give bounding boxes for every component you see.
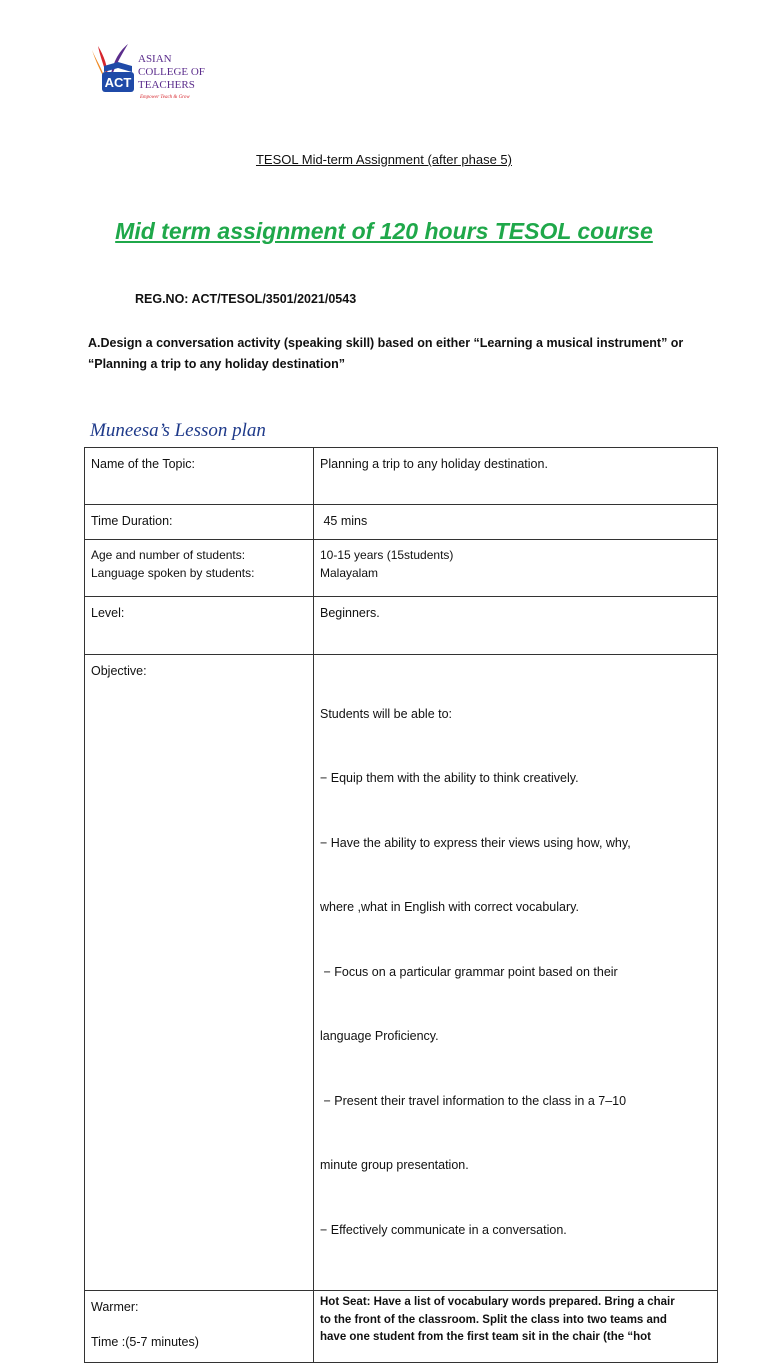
assignment-question — [88, 333, 728, 375]
logo-line3: TEACHERS — [138, 79, 195, 91]
duration-value: 45 mins — [314, 505, 718, 540]
table-row-objective — [85, 654, 718, 1291]
logo-line1: ASIAN — [138, 53, 172, 65]
duration-label: Time Duration: — [85, 505, 314, 540]
language-value: Malayalam — [320, 565, 379, 580]
age-value: 10-15 years (15students) — [320, 547, 454, 562]
act-logo — [88, 42, 228, 104]
registration-number: REG.NO: ACT/TESOL/3501/2021/0543 — [135, 292, 357, 306]
objective-line: language Proficiency. — [320, 1029, 439, 1043]
table-row-topic — [85, 448, 718, 505]
logo-tagline: Empower Teach & Grow — [140, 95, 190, 100]
table-row-duration — [85, 505, 718, 540]
table-row-students — [85, 539, 718, 596]
warmer-label: Warmer: — [91, 1300, 139, 1314]
page-title: Mid term assignment of 120 hours TESOL course — [115, 218, 653, 244]
question-line-2: “Planning a trip to any holiday destination” — [88, 357, 345, 371]
topic-label: Name of the Topic: — [85, 448, 314, 505]
objective-line: − Have the ability to express their views using how, why, — [320, 835, 631, 850]
level-value: Beginners. — [314, 596, 718, 654]
logo-badge-text: ACT — [104, 75, 132, 90]
warmer-line: have one student from the first team sit in the chair (the “hot — [320, 1331, 651, 1343]
warmer-value — [314, 1291, 718, 1363]
objective-line: Students will be able to: — [320, 706, 453, 721]
warmer-line: to the front of the classroom. Split the class into two teams and — [320, 1313, 667, 1326]
students-value-cell — [314, 539, 718, 596]
table-row-warmer — [85, 1291, 718, 1363]
warmer-label-cell — [85, 1291, 314, 1363]
logo-line2: COLLEGE OF — [138, 66, 205, 78]
objective-line: − Focus on a particular grammar point based on their — [320, 964, 618, 979]
objective-line: − Present their travel information to the class in a 7–10 — [320, 1093, 627, 1108]
objective-line: − Equip them with the ability to think creatively. — [320, 771, 579, 785]
language-label: Language spoken by students: — [91, 565, 255, 580]
level-label: Level: — [85, 596, 314, 654]
lesson-plan-title: Muneesa’s Lesson plan — [90, 420, 266, 441]
question-line-1: A.Design a conversation activity (speaking skill) based on either “Learning a musical instrument” or — [88, 336, 684, 350]
topic-value: Planning a trip to any holiday destination. — [314, 448, 718, 505]
table-row-level — [85, 596, 718, 654]
warmer-time: Time :(5-7 minutes) — [91, 1334, 199, 1349]
objective-label: Objective: — [85, 654, 314, 1291]
warmer-line: Hot Seat: Have a list of vocabulary words prepared. Bring a chair — [320, 1296, 675, 1308]
lesson-plan-table — [84, 447, 718, 1363]
assignment-subtitle: TESOL Mid-term Assignment (after phase 5) — [255, 152, 512, 167]
objective-line: where ,what in English with correct vocabulary. — [320, 900, 579, 914]
age-label: Age and number of students: — [91, 547, 246, 562]
objective-line: − Effectively communicate in a conversation. — [320, 1222, 567, 1237]
logo-book — [104, 62, 132, 72]
objective-value — [314, 654, 718, 1291]
objective-line: minute group presentation. — [320, 1158, 469, 1172]
students-label-cell — [85, 539, 314, 596]
